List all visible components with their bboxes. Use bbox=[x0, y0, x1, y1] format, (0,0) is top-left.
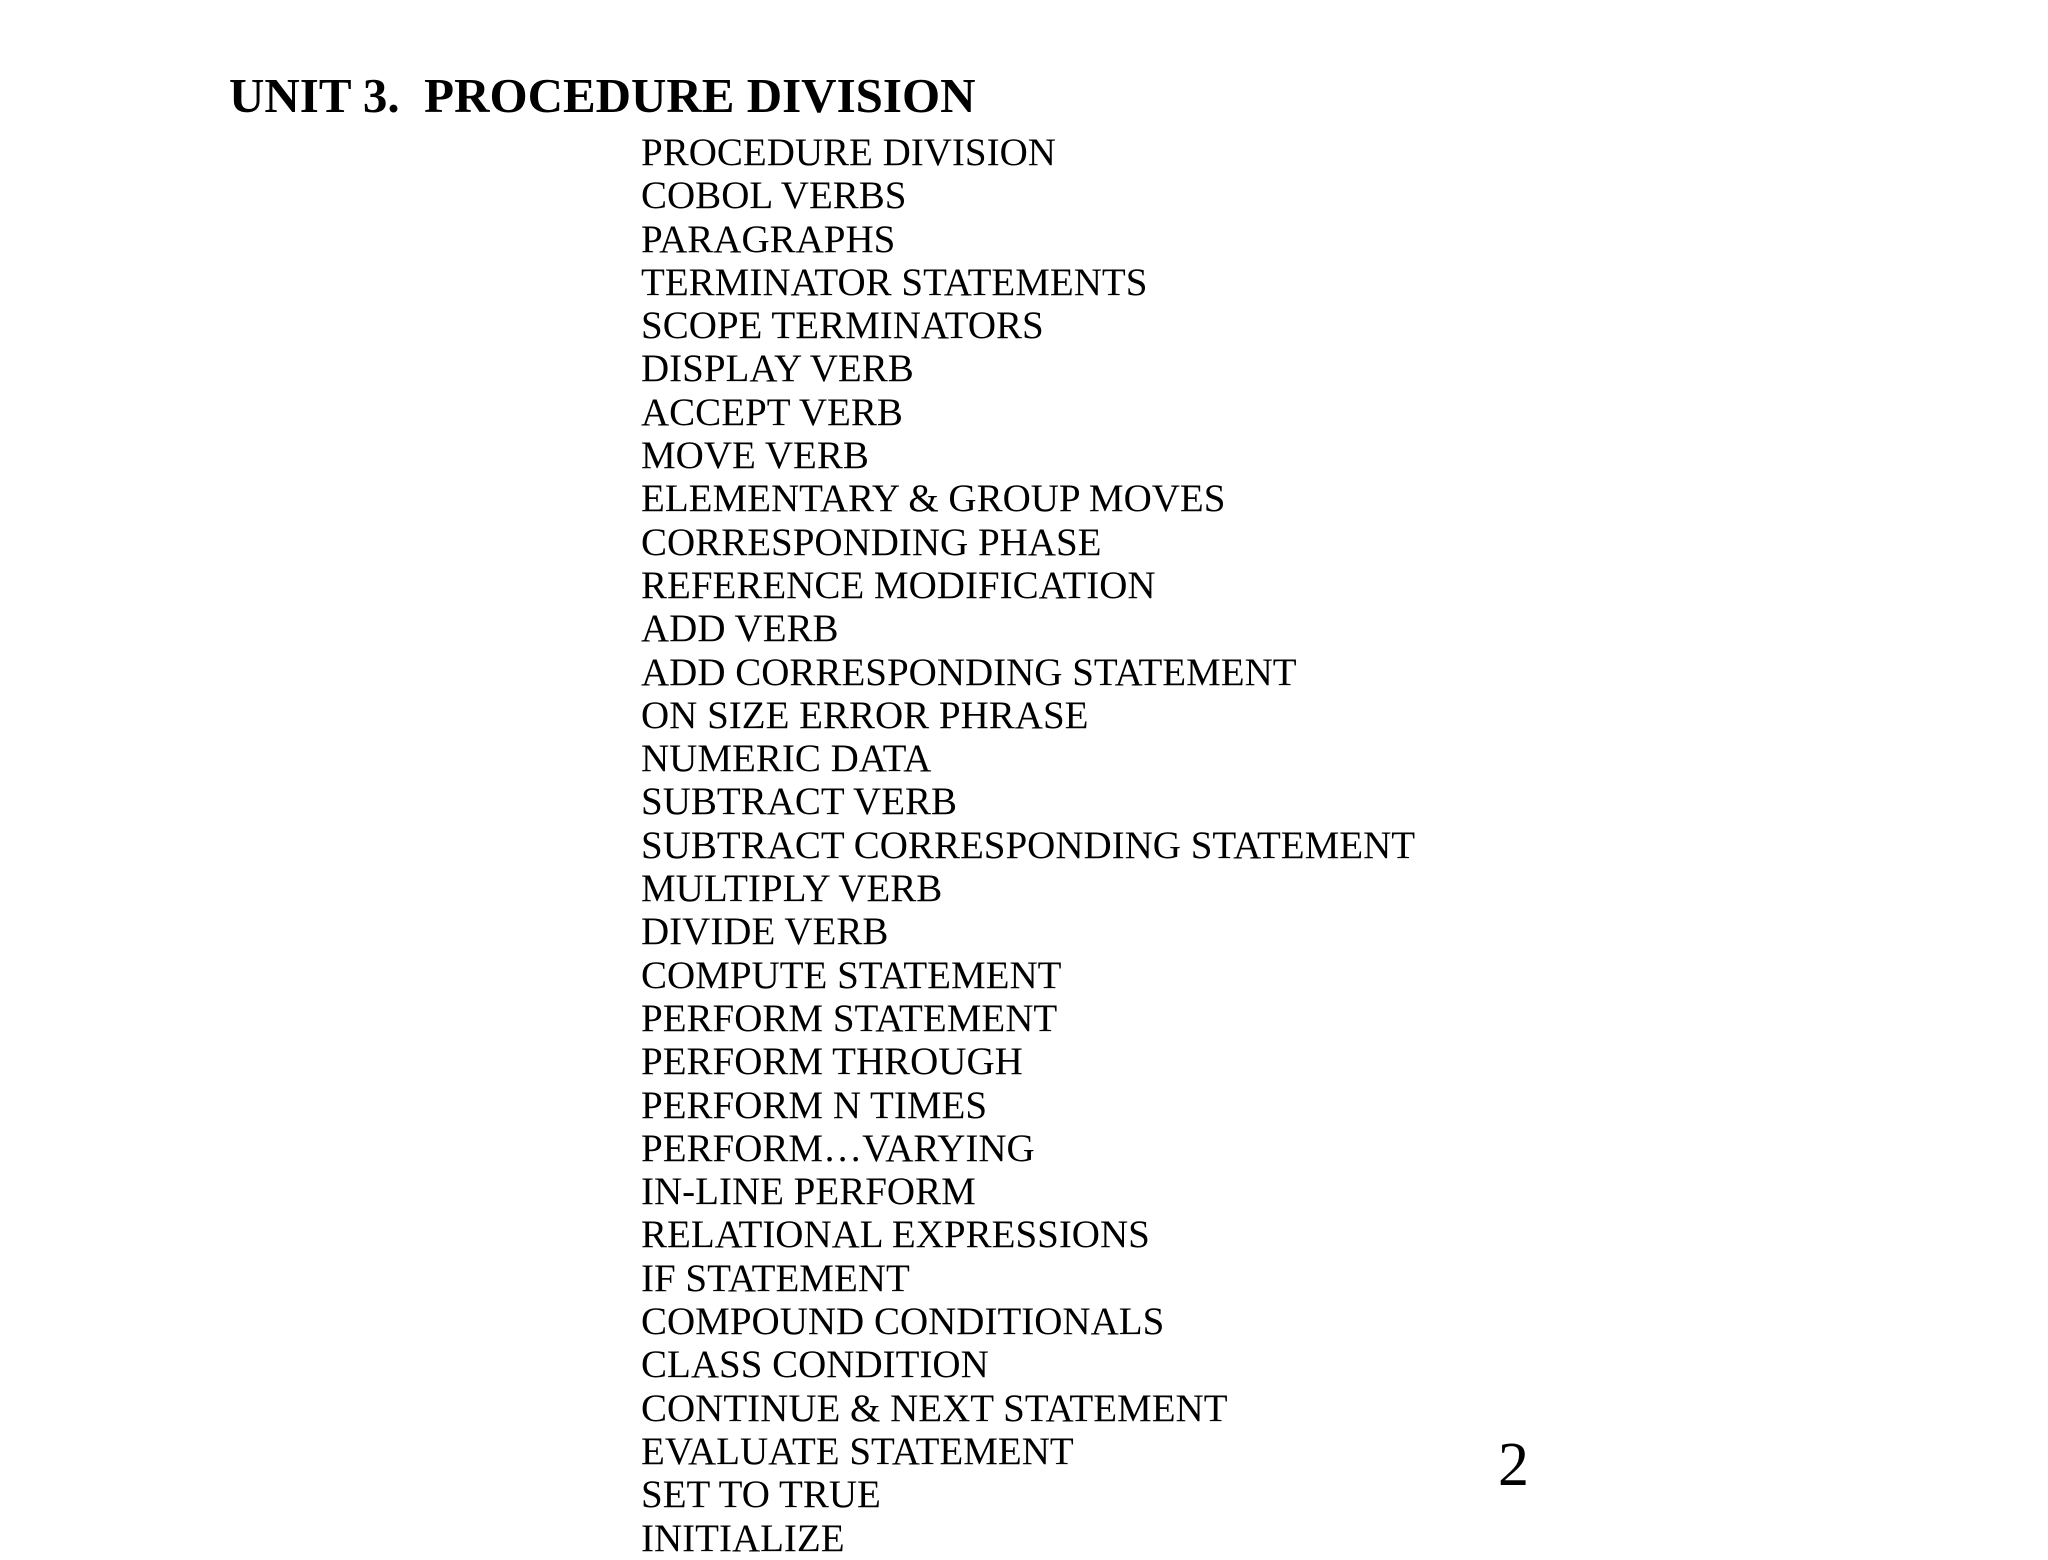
topic-item: PERFORM N TIMES bbox=[641, 1083, 988, 1127]
topic-item: PERFORM THROUGH bbox=[641, 1040, 1023, 1084]
topic-item: DISPLAY VERB bbox=[641, 347, 914, 391]
topic-item: COMPOUND CONDITIONALS bbox=[641, 1300, 1165, 1344]
topic-item: SUBTRACT CORRESPONDING STATEMENT bbox=[641, 823, 1416, 867]
page-number: 2 bbox=[1498, 1431, 1529, 1499]
topic-item: PROCEDURE DIVISION bbox=[641, 131, 1056, 174]
topic-item: SET TO TRUE bbox=[641, 1473, 881, 1517]
topic-item: ADD CORRESPONDING STATEMENT bbox=[641, 650, 1297, 694]
topic-item: TERMINATOR STATEMENTS bbox=[641, 260, 1148, 304]
topic-item: CONTINUE & NEXT STATEMENT bbox=[641, 1386, 1228, 1430]
topic-item: PERFORM STATEMENT bbox=[641, 996, 1058, 1040]
topic-item: NUMERIC DATA bbox=[641, 737, 932, 781]
topic-item: DIVIDE VERB bbox=[641, 910, 889, 954]
topic-item: MULTIPLY VERB bbox=[641, 867, 943, 911]
topic-item: COMPUTE STATEMENT bbox=[641, 953, 1062, 997]
topic-item: CORRESPONDING PHASE bbox=[641, 520, 1102, 564]
topic-item: RELATIONAL EXPRESSIONS bbox=[641, 1213, 1150, 1257]
topic-item: ELEMENTARY & GROUP MOVES bbox=[641, 477, 1226, 521]
topic-item: PERFORM…VARYING bbox=[641, 1126, 1035, 1170]
topic-list bbox=[641, 131, 1415, 1560]
topic-item: INITIALIZE bbox=[641, 1516, 845, 1560]
topic-item: SCOPE TERMINATORS bbox=[641, 304, 1044, 348]
topic-item: ON SIZE ERROR PHRASE bbox=[641, 693, 1089, 737]
topic-item: ACCEPT VERB bbox=[641, 390, 903, 434]
topic-item: CLASS CONDITION bbox=[641, 1343, 989, 1387]
topic-item: ADD VERB bbox=[641, 607, 839, 651]
topic-item: COBOL VERBS bbox=[641, 174, 907, 218]
topic-item: IN-LINE PERFORM bbox=[641, 1170, 976, 1214]
topic-item: MOVE VERB bbox=[641, 434, 869, 478]
unit-title: UNIT 3. PROCEDURE DIVISION bbox=[229, 68, 976, 123]
topic-item: EVALUATE STATEMENT bbox=[641, 1429, 1074, 1473]
topic-item: SUBTRACT VERB bbox=[641, 780, 958, 824]
topic-item: IF STATEMENT bbox=[641, 1256, 910, 1300]
topic-item: PARAGRAPHS bbox=[641, 217, 896, 261]
topic-item: REFERENCE MODIFICATION bbox=[641, 563, 1156, 607]
